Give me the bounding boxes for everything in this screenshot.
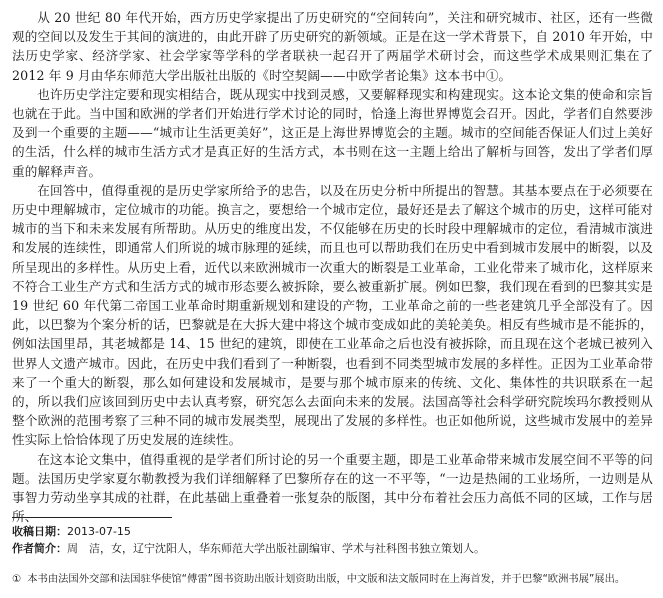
body-paragraph-2: 也许历史学注定要和现实相结合，既从现实中找到灵感，又要解释现实和构建现实。这本论文集的使命和宗旨也就在于此。当中国和欧洲的学者们开始进行学术讨论的同时，恰逢上海世界博览会召开。因此，学者们自然要涉及到一个重要的主题——“城市让生活更美好”，这正是上海世界博览会的主题。城市的空间能否保证人们过上美好的生活，什么样的城市生活方式才是真正好的生活方式，本书则在这一主题上给出了解析与回答，发出了学者们厚重的解释声音。 bbox=[12, 86, 653, 179]
received-date bbox=[12, 523, 653, 540]
received-date-value: 2013-07-15 bbox=[67, 525, 131, 538]
author-bio-label: 作者简介： bbox=[12, 542, 67, 555]
body-paragraph-3: 在回答中，值得重视的是历史学家所给予的忠告，以及在历史分析中所提出的智慧。其基本要点在于必须要在历史中理解城市，定位城市的功能。换言之，要想给一个城市定位，最好还是去了解这个城市的历史，这样可能对城市的当下和未来发展有所帮助。从历史的维度出发，不仅能够在历史的长时段中理解城市的定位，看清城市演进和发展的连续性，即通常人们所说的城市脉理的延续，而且也可以帮助我们在历史中看到城市发展中的断裂，以及所呈现出的多样性。从历史上看，近代以来欧洲城市一次重大的断裂是工业革命，工业化带来了城市化，这样原来不符合工业生产方式和生活方式的城市形态要么被拆除，要么被重新扩展。例如巴黎，我们现在看到的巴黎其实是 19 世纪 60 年代第二帝国工业革命时期重新规划和建设的产物，工业革命之前的一些老建筑几乎全部没有了。因此，以巴黎为个案分析的话，巴黎就是在大拆大建中将这个城市变成如此的美轮美奂。相反有些城市是不能拆的，例如法国里昂，其老城都是 14、15 世纪的建筑，即使在工业革命之后也没有被拆除，而且现在这个老城已被列入世界人文遗产城市。因此，在历史中我们看到了一种断裂，也看到不同类型城市发展的多样性。正因为工业革命带来了一个重大的断裂，那么如何建设和发展城市，是要与那个城市原来的传统、文化、集体性的共识联系在一起的，所以我们应该回到历史中去认真考察，研究怎么去面向未来的发展。法国高等社会科学研究院埃玛尔教授则从整个欧洲的范围考察了三种不同的城市发展类型，展现出了发展的多样性。也正如他所说，这些城市发展中的差异性实际上恰恰体现了历史发展的连续性。 bbox=[12, 182, 653, 448]
body-paragraph-4: 在这本论文集中，值得重视的是学者们所讨论的另一个重要主题，即是工业革命带来城市发展空间不平等的问题。法国历史学家夏尔勒教授为我们详细解释了巴黎所存在的这一不平等，“一边是热闹的工业场所，一边则是从事智力劳动坐享其成的社群，在此基础上重叠着一张复杂的版图，其中分布着社会压力高低不同的区域，工作与居所、 bbox=[12, 451, 653, 525]
body-paragraph-1: 从 20 世纪 80 年代开始，西方历史学家提出了历史研究的“空间转向”，关注和研究城市、社区，还有一些微观的空间以及发生于其间的演进的，由此开辟了历史研究的新领域。正是在这一学术背景下，自 2010 年开始，中法历史学家、经济学家、社会学家等学科的学者联袂一起召开了两届学术研讨会，而这些学术成果则汇集在了 2012 年 9 月由华东师范大学出版社出版的《时空契阔——中欧学者论集》这本书中①。 bbox=[12, 10, 653, 83]
footnote bbox=[12, 572, 653, 586]
author-bio-value: 周 洁，女，辽宁沈阳人，华东师范大学出版社副编审、学术与社科图书独立策划人。 bbox=[67, 542, 485, 555]
footnote-text: 本书由法国外交部和法国驻华使馆“傅雷”图书资助出版计划资助出版，中文版和法文版同时在上海首发，并于巴黎“欧洲书展”展出。 bbox=[27, 573, 626, 585]
author-bio bbox=[12, 540, 653, 557]
footnote-divider bbox=[12, 517, 172, 518]
footnote-mark: ① bbox=[12, 573, 22, 585]
article-metadata bbox=[12, 523, 653, 557]
received-date-label: 收稿日期： bbox=[12, 525, 67, 538]
